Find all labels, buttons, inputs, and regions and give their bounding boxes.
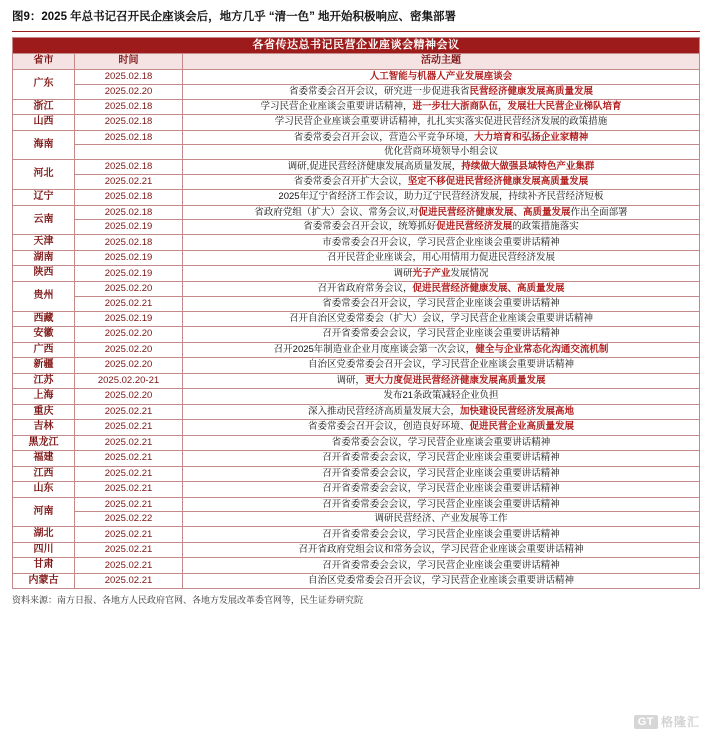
theme-cell bbox=[183, 99, 700, 115]
time-cell: 2025.02.21 bbox=[75, 175, 183, 190]
province-cell: 四川 bbox=[13, 542, 75, 558]
time-cell: 2025.02.20 bbox=[75, 358, 183, 374]
theme-cell bbox=[183, 342, 700, 358]
table-row bbox=[13, 389, 700, 405]
theme-text: 省委常委会召开会议，学习民营企业座谈会重要讲话精神 bbox=[322, 297, 560, 309]
theme-cell bbox=[183, 573, 700, 589]
province-cell: 江苏 bbox=[13, 373, 75, 389]
table-title: 各省传达总书记民营企业座谈会精神会议 bbox=[13, 37, 700, 54]
theme-cell bbox=[183, 115, 700, 131]
theme-cell bbox=[183, 130, 700, 145]
province-cell: 重庆 bbox=[13, 404, 75, 420]
time-cell: 2025.02.21 bbox=[75, 482, 183, 498]
theme-text: 召开自治区党委常委会（扩大）会议，学习民营企业座谈会重要讲话精神 bbox=[288, 312, 593, 324]
theme-cell bbox=[183, 435, 700, 451]
caption-divider bbox=[12, 31, 700, 32]
time-cell: 2025.02.22 bbox=[75, 512, 183, 527]
table-row bbox=[13, 115, 700, 131]
time-cell: 2025.02.19 bbox=[75, 250, 183, 266]
theme-cell bbox=[183, 175, 700, 190]
theme-cell bbox=[183, 451, 700, 467]
theme-text: 省委常委会召开扩大会议， bbox=[293, 176, 408, 188]
table-row bbox=[13, 542, 700, 558]
time-cell: 2025.02.18 bbox=[75, 160, 183, 175]
theme-cell bbox=[183, 205, 700, 220]
table-row bbox=[13, 327, 700, 343]
province-cell: 安徽 bbox=[13, 327, 75, 343]
theme-cell bbox=[183, 327, 700, 343]
province-cell: 西藏 bbox=[13, 311, 75, 327]
theme-text-tail: 发展情况 bbox=[450, 267, 489, 279]
theme-highlight: 持续做大做强县域特色产业集群 bbox=[461, 161, 595, 173]
theme-cell bbox=[183, 296, 700, 311]
time-cell: 2025.02.18 bbox=[75, 205, 183, 220]
theme-text: 发布21条政策减轻企业负担 bbox=[383, 390, 499, 402]
theme-highlight: 人工智能与机器人产业发展座谈会 bbox=[369, 70, 513, 82]
theme-text: 召开省政府党组会议和常务会议，学习民营企业座谈会重要讲话精神 bbox=[298, 544, 584, 556]
theme-cell bbox=[183, 160, 700, 175]
table-row bbox=[13, 558, 700, 574]
time-cell: 2025.02.21 bbox=[75, 404, 183, 420]
time-cell bbox=[75, 145, 183, 160]
theme-cell bbox=[183, 358, 700, 374]
province-cell: 内蒙古 bbox=[13, 573, 75, 589]
column-header-time: 时间 bbox=[75, 54, 183, 70]
theme-highlight: 光子产业 bbox=[412, 267, 451, 279]
theme-text: 学习民营企业座谈会重要讲话精神， bbox=[260, 100, 413, 112]
table-row bbox=[13, 69, 700, 84]
table-row bbox=[13, 466, 700, 482]
watermark bbox=[634, 713, 700, 730]
theme-cell bbox=[183, 482, 700, 498]
time-cell: 2025.02.20 bbox=[75, 327, 183, 343]
province-cell: 山西 bbox=[13, 115, 75, 131]
province-cell: 黑龙江 bbox=[13, 435, 75, 451]
time-cell: 2025.02.21 bbox=[75, 527, 183, 543]
theme-cell bbox=[183, 527, 700, 543]
theme-text: 召开民营企业座谈会，用心用情用力促进民营经济发展 bbox=[326, 252, 555, 264]
time-cell: 2025.02.20 bbox=[75, 389, 183, 405]
theme-text: 召开省政府常务会议， bbox=[317, 282, 413, 294]
theme-text: 省委常委会会议，学习民营企业座谈会重要讲话精神 bbox=[331, 436, 551, 448]
province-cell: 河北 bbox=[13, 160, 75, 190]
theme-cell bbox=[183, 84, 700, 99]
theme-text: 学习民营企业座谈会重要讲话精神，扎扎实实落实促进民营经济发展的政策措施 bbox=[274, 116, 608, 128]
table-row bbox=[13, 342, 700, 358]
column-header-theme: 活动主题 bbox=[183, 54, 700, 70]
theme-text: 调研， bbox=[336, 374, 365, 386]
table-row bbox=[13, 266, 700, 282]
table-row bbox=[13, 130, 700, 145]
time-cell: 2025.02.19 bbox=[75, 311, 183, 327]
province-cell: 甘肃 bbox=[13, 558, 75, 574]
table-row bbox=[13, 311, 700, 327]
time-cell: 2025.02.19 bbox=[75, 266, 183, 282]
figure-caption: 图9：2025 年总书记召开民企座谈会后，地方几乎 “清一色” 地开始积极响应、密集部署 bbox=[12, 11, 457, 23]
column-header-province: 省市 bbox=[13, 54, 75, 70]
theme-text: 省政府党组（扩大）会议、常务会议,对 bbox=[254, 206, 419, 218]
theme-text-tail: 作出全面部署 bbox=[570, 206, 628, 218]
table-row bbox=[13, 527, 700, 543]
theme-cell bbox=[183, 266, 700, 282]
theme-cell bbox=[183, 420, 700, 436]
theme-text: 召开省委常委会会议，学习民营企业座谈会重要讲话精神 bbox=[322, 483, 560, 495]
table-row bbox=[13, 512, 700, 527]
theme-cell bbox=[183, 250, 700, 266]
table-row bbox=[13, 84, 700, 99]
time-cell: 2025.02.21 bbox=[75, 558, 183, 574]
province-cell: 山东 bbox=[13, 482, 75, 498]
table-row bbox=[13, 435, 700, 451]
province-cell: 吉林 bbox=[13, 420, 75, 436]
table-row bbox=[13, 373, 700, 389]
time-cell: 2025.02.20 bbox=[75, 84, 183, 99]
time-cell: 2025.02.18 bbox=[75, 99, 183, 115]
theme-text: 召开省委常委会会议，学习民营企业座谈会重要讲话精神 bbox=[322, 452, 560, 464]
province-cell: 海南 bbox=[13, 130, 75, 160]
time-cell: 2025.02.18 bbox=[75, 69, 183, 84]
theme-cell bbox=[183, 389, 700, 405]
table-row bbox=[13, 281, 700, 296]
theme-text: 市委常委会召开会议，学习民营企业座谈会重要讲话精神 bbox=[322, 236, 560, 248]
theme-text: 调研 bbox=[393, 267, 413, 279]
theme-cell bbox=[183, 558, 700, 574]
table-row bbox=[13, 296, 700, 311]
theme-text: 省委常委会召开会议，创造良好环境、 bbox=[307, 421, 470, 433]
table-row bbox=[13, 145, 700, 160]
theme-text: 省委常委会召开会议，统筹抓好 bbox=[303, 221, 437, 233]
time-cell: 2025.02.21 bbox=[75, 542, 183, 558]
table-row bbox=[13, 497, 700, 512]
province-cell: 湖北 bbox=[13, 527, 75, 543]
province-meetings-table bbox=[12, 37, 700, 590]
province-cell: 福建 bbox=[13, 451, 75, 467]
table-row bbox=[13, 482, 700, 498]
province-cell: 河南 bbox=[13, 497, 75, 527]
table-row bbox=[13, 160, 700, 175]
table-row bbox=[13, 220, 700, 235]
province-cell: 浙江 bbox=[13, 99, 75, 115]
time-cell: 2025.02.20 bbox=[75, 342, 183, 358]
time-cell: 2025.02.21 bbox=[75, 573, 183, 589]
province-cell: 辽宁 bbox=[13, 190, 75, 206]
province-cell: 陕西 bbox=[13, 266, 75, 282]
table-row bbox=[13, 235, 700, 251]
time-cell: 2025.02.21 bbox=[75, 497, 183, 512]
theme-text: 2025年辽宁省经济工作会议，助力辽宁民营经济发展，持续补齐民营经济短板 bbox=[278, 191, 604, 203]
province-cell: 江西 bbox=[13, 466, 75, 482]
table-row bbox=[13, 250, 700, 266]
time-cell: 2025.02.20-21 bbox=[75, 373, 183, 389]
table-row bbox=[13, 205, 700, 220]
theme-cell bbox=[183, 190, 700, 206]
province-cell: 云南 bbox=[13, 205, 75, 235]
theme-highlight: 促进民营企业高质量发展 bbox=[469, 421, 575, 433]
theme-text: 自治区党委常委会召开会议，学习民营企业座谈会重要讲话精神 bbox=[307, 359, 574, 371]
time-cell: 2025.02.21 bbox=[75, 420, 183, 436]
time-cell: 2025.02.20 bbox=[75, 281, 183, 296]
theme-text: 召开省委常委会会议，学习民营企业座谈会重要讲话精神 bbox=[322, 498, 560, 510]
watermark-text: 格隆汇 bbox=[660, 715, 700, 729]
theme-cell bbox=[183, 466, 700, 482]
theme-text: 省委常委会召开会议，研究进一步促进我省 bbox=[288, 85, 470, 97]
province-cell: 新疆 bbox=[13, 358, 75, 374]
theme-cell bbox=[183, 235, 700, 251]
table-row bbox=[13, 451, 700, 467]
table-row bbox=[13, 573, 700, 589]
source-note: 资料来源：南方日报、各地方人民政府官网、各地方发展改革委官网等，民生证券研究院 bbox=[12, 595, 364, 606]
table-title-row bbox=[13, 37, 700, 54]
table-row bbox=[13, 99, 700, 115]
theme-highlight: 民营经济健康发展高质量发展 bbox=[469, 85, 594, 97]
theme-cell bbox=[183, 220, 700, 235]
province-cell: 贵州 bbox=[13, 281, 75, 311]
theme-text: 召开省委常委会会议，学习民营企业座谈会重要讲话精神 bbox=[322, 528, 560, 540]
time-cell: 2025.02.18 bbox=[75, 115, 183, 131]
theme-text: 调研民营经济、产业发展等工作 bbox=[374, 513, 508, 525]
theme-cell bbox=[183, 542, 700, 558]
theme-highlight: 促进民营经济健康发展、高质量发展 bbox=[412, 282, 565, 294]
theme-text-tail: 的政策措施落实 bbox=[512, 221, 579, 233]
theme-text: 省委常委会召开会议，营造公平竞争环境， bbox=[293, 131, 475, 143]
table-row bbox=[13, 175, 700, 190]
theme-cell bbox=[183, 281, 700, 296]
theme-cell bbox=[183, 512, 700, 527]
theme-cell bbox=[183, 69, 700, 84]
theme-text: 召开省委常委会会议，学习民营企业座谈会重要讲话精神 bbox=[322, 559, 560, 571]
theme-text: 深入推动民营经济高质量发展大会， bbox=[307, 405, 460, 417]
table-row bbox=[13, 358, 700, 374]
theme-highlight: 大力培育和弘扬企业家精神 bbox=[474, 131, 589, 143]
table-row bbox=[13, 190, 700, 206]
province-cell: 上海 bbox=[13, 389, 75, 405]
theme-text: 优化营商环境领导小组会议 bbox=[383, 146, 498, 158]
time-cell: 2025.02.18 bbox=[75, 130, 183, 145]
province-cell: 广东 bbox=[13, 69, 75, 99]
theme-cell bbox=[183, 311, 700, 327]
theme-text: 召开省委常委会会议，学习民营企业座谈会重要讲话精神 bbox=[322, 467, 560, 479]
time-cell: 2025.02.19 bbox=[75, 220, 183, 235]
theme-cell bbox=[183, 497, 700, 512]
time-cell: 2025.02.21 bbox=[75, 296, 183, 311]
province-cell: 广西 bbox=[13, 342, 75, 358]
theme-highlight: 更大力度促进民营经济健康发展高质量发展 bbox=[365, 374, 546, 386]
time-cell: 2025.02.18 bbox=[75, 190, 183, 206]
time-cell: 2025.02.18 bbox=[75, 235, 183, 251]
watermark-logo: GT bbox=[634, 715, 658, 729]
theme-cell bbox=[183, 145, 700, 160]
theme-cell bbox=[183, 404, 700, 420]
time-cell: 2025.02.21 bbox=[75, 466, 183, 482]
theme-text: 自治区党委常委会召开会议，学习民营企业座谈会重要讲话精神 bbox=[307, 575, 574, 587]
time-cell: 2025.02.21 bbox=[75, 451, 183, 467]
table-header-row bbox=[13, 54, 700, 70]
theme-highlight: 健全与企业常态化沟通交流机制 bbox=[475, 343, 609, 355]
theme-cell bbox=[183, 373, 700, 389]
theme-text: 调研,促进民营经济健康发展高质量发展， bbox=[287, 161, 462, 173]
theme-highlight: 促进民营经济发展 bbox=[436, 221, 513, 233]
theme-highlight: 加快建设民营经济发展高地 bbox=[460, 405, 575, 417]
theme-highlight: 促进民营经济健康发展、高质量发展 bbox=[418, 206, 571, 218]
theme-text: 召开2025年制造业企业月度座谈会第一次会议， bbox=[273, 343, 476, 355]
table-row bbox=[13, 420, 700, 436]
province-cell: 天津 bbox=[13, 235, 75, 251]
theme-highlight: 进一步壮大浙商队伍，发展壮大民营企业梯队培育 bbox=[412, 100, 622, 112]
province-cell: 湖南 bbox=[13, 250, 75, 266]
time-cell: 2025.02.21 bbox=[75, 435, 183, 451]
table-row bbox=[13, 404, 700, 420]
theme-text: 召开省委常委会会议，学习民营企业座谈会重要讲话精神 bbox=[322, 328, 560, 340]
theme-highlight: 坚定不移促进民营经济健康发展高质量发展 bbox=[407, 176, 589, 188]
